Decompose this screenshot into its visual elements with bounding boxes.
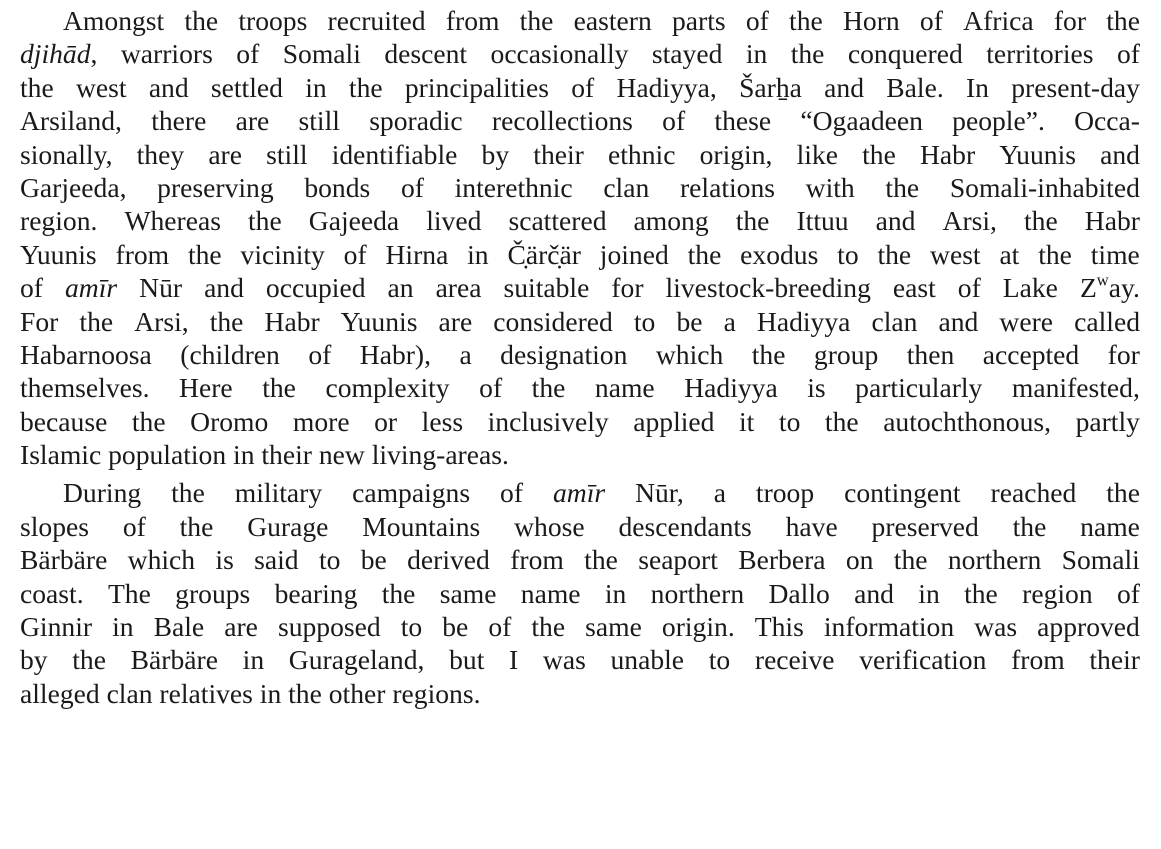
word: Amongst [63, 5, 165, 36]
word: Hadiyya [684, 372, 778, 404]
word: the [79, 305, 114, 337]
word: an [387, 272, 414, 304]
word: less [421, 405, 464, 437]
word: relatives [159, 677, 253, 709]
word: Arsiland, [20, 105, 122, 137]
word: slopes [20, 510, 89, 542]
word: the [789, 5, 823, 36]
word: the [751, 338, 786, 370]
word: the [531, 611, 566, 643]
word: preserving [157, 171, 274, 203]
word: of [236, 38, 260, 70]
word: the [790, 38, 825, 70]
word: accepted [982, 338, 1080, 370]
word: the [248, 205, 282, 237]
word: is [215, 544, 234, 576]
word: inclusively [487, 405, 609, 437]
word: for [1107, 338, 1140, 370]
word: considered [493, 305, 613, 337]
word: these [714, 105, 772, 137]
word: groups [175, 577, 251, 609]
word: be [676, 305, 703, 337]
text-line [20, 171, 1140, 204]
word: clan [603, 171, 650, 203]
word: in [467, 238, 489, 270]
word: the [885, 171, 920, 203]
text-line [20, 305, 1140, 338]
word: eastern [573, 5, 652, 36]
word: with [805, 171, 855, 203]
word: in [233, 439, 255, 471]
word: are [235, 105, 270, 137]
word: Nūr [139, 272, 183, 304]
word: joined [599, 238, 669, 270]
word: the [687, 238, 722, 270]
text-line [20, 204, 1140, 237]
word: in [604, 577, 627, 609]
word: Yuunis [999, 138, 1076, 170]
word: whose [514, 510, 585, 542]
word: for [611, 272, 644, 304]
text-line [20, 577, 1140, 610]
text-line [20, 643, 1140, 676]
word: in [242, 644, 265, 676]
word: verification [859, 644, 987, 676]
word: more [292, 405, 350, 437]
word: Somali [282, 38, 361, 70]
word: settled [210, 71, 283, 103]
word: to [837, 238, 859, 270]
word: same [439, 577, 497, 609]
word: from [510, 544, 564, 576]
word: called [1074, 305, 1140, 337]
word: Occa- [1074, 105, 1140, 137]
text-line [20, 610, 1140, 643]
word: was [974, 611, 1018, 643]
word: west [75, 71, 127, 103]
word: regions. [392, 677, 481, 709]
word: northern [650, 577, 745, 609]
word: the [72, 644, 106, 676]
word: of [571, 71, 595, 103]
word: Arsi, [942, 205, 997, 237]
word: During [63, 477, 142, 509]
word: to [400, 611, 423, 643]
word: the [20, 71, 54, 103]
word: I [509, 644, 519, 676]
text-line [20, 338, 1140, 371]
word: the [531, 372, 566, 404]
word: at [999, 238, 1020, 270]
word: supposed [277, 611, 381, 643]
word: bearing [274, 577, 358, 609]
word: their [533, 138, 584, 170]
word: alleged [20, 677, 100, 709]
word: and [824, 71, 864, 103]
word: the [824, 405, 859, 437]
word: or [374, 405, 398, 437]
word: but [449, 644, 485, 676]
word: amīr [65, 272, 118, 304]
word: west [930, 238, 981, 270]
word: preserved [871, 510, 979, 542]
word: the [184, 5, 219, 36]
word: Yuunis [20, 238, 97, 270]
word: region. [20, 205, 98, 237]
paragraph-barbare-origin [20, 476, 1140, 710]
word: Islamic [20, 439, 102, 471]
text-line [20, 238, 1140, 271]
word: are [224, 611, 258, 643]
paragraph-ogaadeen-settlers [20, 4, 1140, 471]
word: troops [238, 5, 308, 36]
word: partly [1075, 405, 1140, 437]
word: by [481, 138, 510, 170]
word: suitable [503, 272, 590, 304]
word: and [1100, 138, 1140, 170]
word: of [745, 5, 769, 36]
word: name [520, 577, 581, 609]
word: are [438, 305, 473, 337]
word: the [171, 477, 205, 509]
document-page [20, 4, 1140, 710]
word: stayed [651, 38, 723, 70]
word: reached [990, 477, 1077, 509]
word: livestock-breeding [665, 272, 871, 304]
word: approved [1037, 611, 1140, 643]
word: interethnic [454, 171, 573, 203]
word: of [400, 171, 424, 203]
word: manifested, [1011, 372, 1140, 404]
word: descent [384, 38, 468, 70]
word: Nūr, [635, 477, 684, 509]
word: of [957, 272, 981, 304]
word: Gurageland, [288, 644, 425, 676]
word: Šarẖa [739, 71, 802, 103]
word: djihād, [20, 38, 98, 70]
word: themselves. [20, 372, 150, 404]
word: the [893, 544, 928, 576]
word: Bärbäre [20, 544, 108, 576]
word: exodus [740, 238, 819, 270]
word: are [208, 138, 242, 170]
word: Arsi, [134, 305, 189, 337]
word: east [892, 272, 936, 304]
word: living-areas. [371, 439, 509, 471]
word: of [479, 372, 503, 404]
word: principalities [404, 71, 549, 103]
word: to [708, 644, 731, 676]
text-line [20, 71, 1140, 104]
word: the [735, 205, 770, 237]
word: origin. [661, 611, 735, 643]
word: Africa [963, 5, 1034, 36]
word: Č̣ärč̣är [507, 238, 581, 270]
word: recollections [491, 105, 633, 137]
text-line [20, 677, 1140, 710]
word: the [348, 71, 383, 103]
word: still [266, 138, 308, 170]
word: of [488, 611, 512, 643]
text-line [20, 104, 1140, 137]
word: which [127, 544, 196, 576]
text-line [20, 405, 1140, 438]
word: said [254, 544, 299, 576]
word: Lake [1002, 272, 1058, 304]
word: Horn [842, 5, 900, 36]
word: lived [426, 205, 482, 237]
word: and [875, 205, 916, 237]
word: sionally, [20, 138, 113, 170]
word: Habr [919, 138, 976, 170]
word: region [1022, 577, 1093, 609]
word: coast. [20, 577, 84, 609]
word: in [259, 677, 282, 709]
word: for [1053, 5, 1087, 36]
word: Gurage [247, 510, 329, 542]
word: time [1090, 238, 1140, 270]
word: Habr [1084, 205, 1140, 237]
word: of [662, 105, 686, 137]
word: by [20, 644, 48, 676]
word: of [20, 272, 43, 304]
word: be [442, 611, 469, 643]
word: In [965, 71, 989, 103]
word: the [187, 238, 222, 270]
word: relations [679, 171, 775, 203]
word: “Ogaadeen [800, 105, 923, 137]
word: Dallo [768, 577, 830, 609]
word: Ittuu [796, 205, 849, 237]
word: the [209, 305, 244, 337]
word: Here [179, 372, 233, 404]
word: among [633, 205, 709, 237]
word: Habarnoosa [20, 338, 152, 370]
word: Habr), [359, 338, 432, 370]
text-line [20, 138, 1140, 171]
word: Somali [1061, 544, 1140, 576]
word: and [148, 71, 189, 103]
word: area [435, 272, 482, 304]
text-line [20, 37, 1140, 70]
word: from [115, 238, 170, 270]
word: Hadiyya, [616, 71, 717, 103]
word: occupied [265, 272, 366, 304]
word: to [633, 305, 656, 337]
word: their [1089, 644, 1140, 676]
word: the [1012, 510, 1047, 542]
word: autochthonous, [883, 405, 1052, 437]
word: campaigns [352, 477, 471, 509]
word: seaport [638, 544, 718, 576]
text-line [20, 371, 1140, 404]
word: in [918, 577, 940, 609]
word: present-day [1011, 71, 1140, 103]
word: same [585, 611, 642, 643]
word: conquered [847, 38, 963, 70]
word: the [862, 138, 896, 170]
text-line [20, 476, 1140, 509]
word: which [655, 338, 724, 370]
word: Habr [264, 305, 320, 337]
word: other [328, 677, 386, 709]
word: of [1116, 38, 1140, 70]
word: there [151, 105, 207, 137]
word: complexity [325, 372, 450, 404]
word: contingent [844, 477, 961, 509]
word: then [906, 338, 955, 370]
word: ethnic [608, 138, 676, 170]
word: warriors [120, 38, 213, 70]
word: population [108, 439, 227, 471]
word: Oromo [190, 405, 269, 437]
word: still [298, 105, 340, 137]
word: the [519, 5, 554, 36]
word: Garjeeda, [20, 171, 127, 203]
word: of [308, 338, 332, 370]
word: clan [106, 677, 153, 709]
word: the [131, 405, 166, 437]
word: was [542, 644, 586, 676]
word: the [179, 510, 214, 542]
word: were [999, 305, 1054, 337]
word: the [288, 677, 322, 709]
word: of [343, 238, 367, 270]
word: designation [500, 338, 628, 370]
word: For [20, 305, 59, 337]
word: Hadiyya [756, 305, 851, 337]
word: descendants [618, 510, 752, 542]
word: information [823, 611, 955, 643]
word: Berbera [738, 544, 826, 576]
word: and [204, 272, 244, 304]
word: like [796, 138, 838, 170]
word: name [1080, 510, 1140, 542]
word: Bale. [886, 71, 944, 103]
word: Bärbäre [130, 644, 218, 676]
word: a [713, 477, 726, 509]
word: in [112, 611, 134, 643]
text-line [20, 510, 1140, 543]
word: name [594, 372, 655, 404]
word: from [445, 5, 500, 36]
word: recruited [327, 5, 426, 36]
word: particularly [855, 372, 983, 404]
word: occasionally [490, 38, 629, 70]
word: a [723, 305, 736, 337]
word: of [122, 510, 146, 542]
word: Ginnir [20, 611, 93, 643]
word: the [1106, 5, 1140, 36]
word: and [854, 577, 894, 609]
word: The [107, 577, 151, 609]
word: parts [671, 5, 726, 36]
text-line [20, 543, 1140, 576]
word: group [813, 338, 879, 370]
word: This [754, 611, 804, 643]
word: Gajeeda [308, 205, 400, 237]
word: Yuunis [340, 305, 418, 337]
word: be [360, 544, 387, 576]
word: Mountains [362, 510, 481, 542]
word: because [20, 405, 108, 437]
word: from [1011, 644, 1065, 676]
word: of [500, 477, 524, 509]
word: to [778, 405, 801, 437]
text-line [20, 271, 1140, 304]
word: the [1024, 205, 1058, 237]
word: new [318, 439, 365, 471]
word: Hirna [385, 238, 449, 270]
word: have [785, 510, 838, 542]
word: to [318, 544, 341, 576]
word: the [877, 238, 912, 270]
word: the [1106, 477, 1140, 509]
word: it [739, 405, 755, 437]
word: (children [180, 338, 280, 370]
word: the [964, 577, 998, 609]
word: applied [633, 405, 715, 437]
word: of [1116, 577, 1140, 609]
word: their [261, 439, 312, 471]
word: vicinity [240, 238, 325, 270]
word: a [459, 338, 472, 370]
word: origin, [699, 138, 773, 170]
word: Bale [153, 611, 205, 643]
word: of [919, 5, 943, 36]
word: scattered [508, 205, 607, 237]
word: the [262, 372, 296, 404]
word: the [1038, 238, 1072, 270]
word: bonds [304, 171, 371, 203]
word: northern [947, 544, 1042, 576]
word: derived [407, 544, 490, 576]
word: people”. [952, 105, 1045, 137]
word: they [136, 138, 185, 170]
word: unable [610, 644, 685, 676]
word: $Z^way$. [1079, 270, 1140, 304]
text-line [20, 438, 1140, 471]
word: amīr [552, 477, 606, 509]
word: and [938, 305, 979, 337]
text-line [20, 4, 1140, 37]
word: sporadic [369, 105, 463, 137]
word: receive [754, 644, 835, 676]
word: in [745, 38, 768, 70]
word: identifiable [331, 138, 458, 170]
word: the [381, 577, 416, 609]
word: on [845, 544, 874, 576]
word: the [584, 544, 618, 576]
word: is [807, 372, 826, 404]
word: in [305, 71, 327, 103]
word: military [234, 477, 323, 509]
word: Whereas [124, 205, 221, 237]
word: territories [986, 38, 1094, 70]
word: clan [871, 305, 918, 337]
word: Somali-inhabited [949, 171, 1140, 203]
word: troop [755, 477, 815, 509]
